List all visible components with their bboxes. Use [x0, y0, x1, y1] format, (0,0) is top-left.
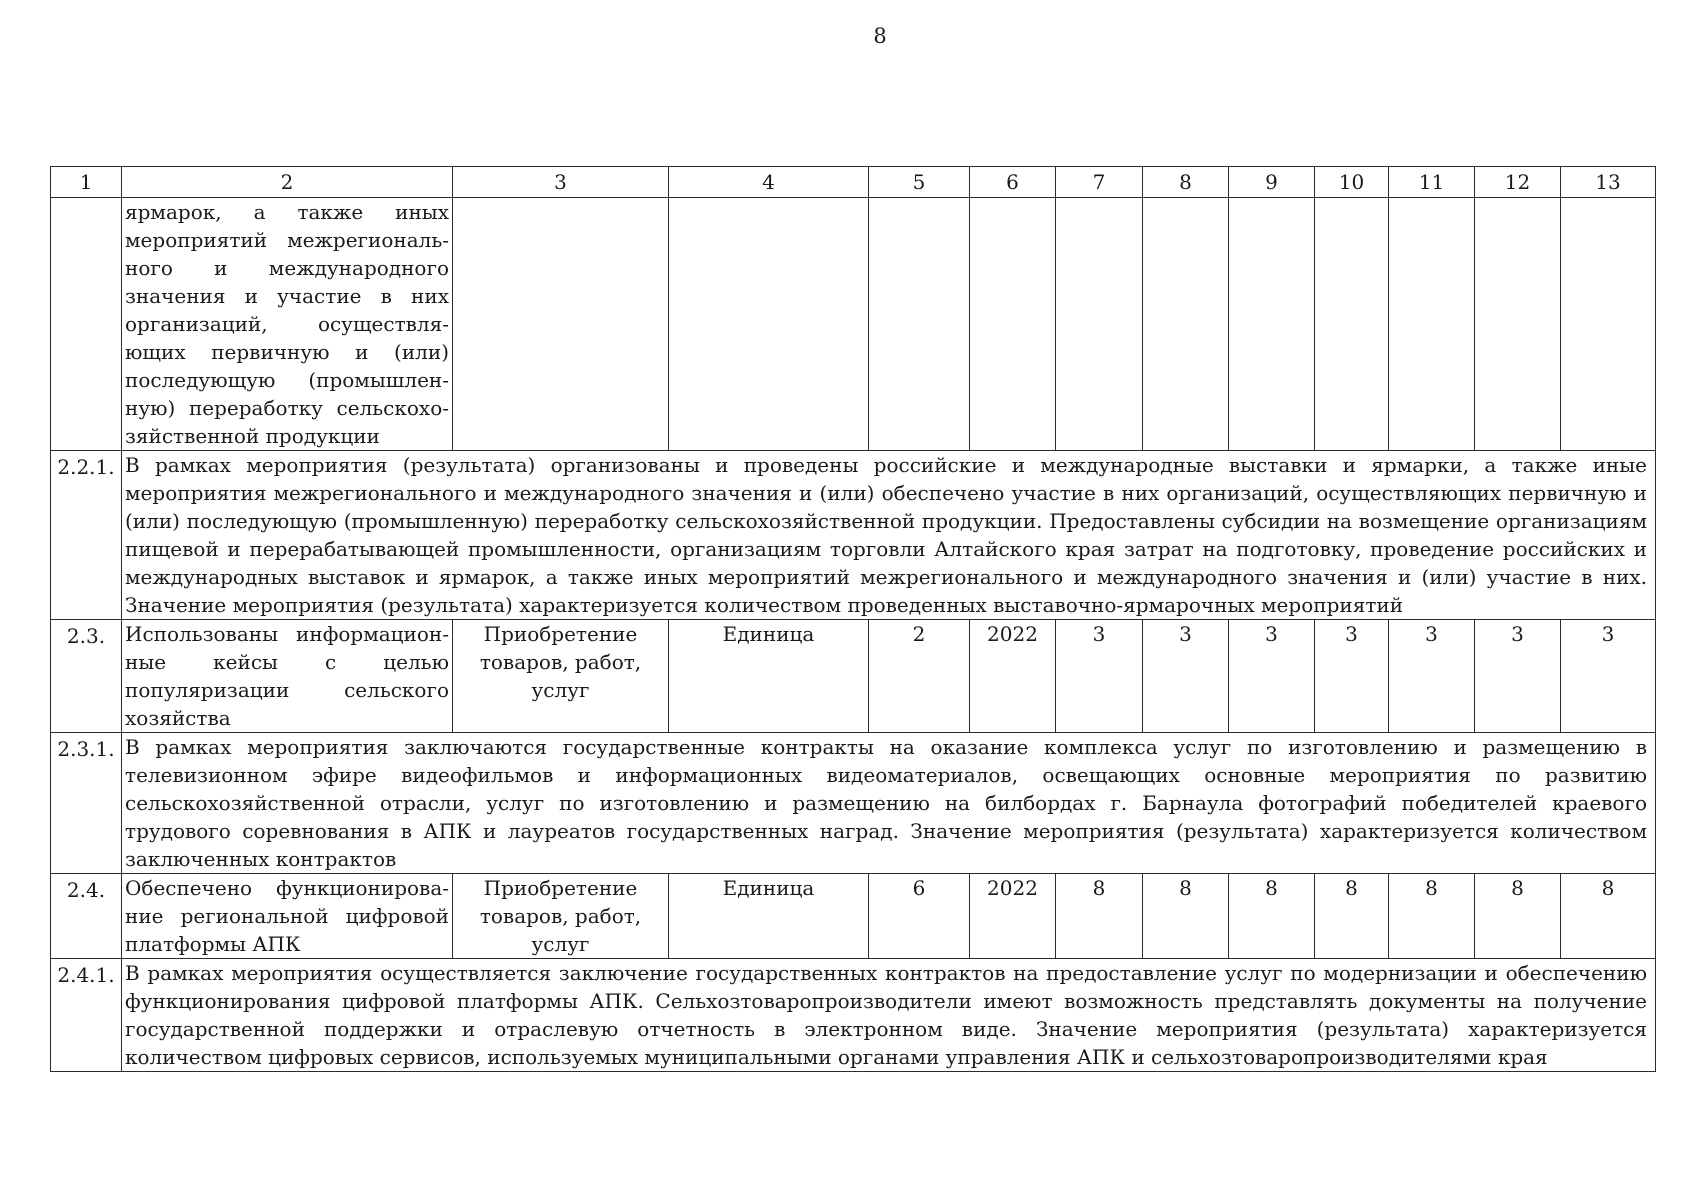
value-cell: 8 — [1475, 874, 1561, 959]
header-cell: 12 — [1475, 167, 1561, 198]
row-number: 2.2.1. — [51, 451, 122, 620]
description-row — [51, 959, 1656, 1072]
value-cell — [1475, 198, 1561, 451]
base-value: 6 — [869, 874, 970, 959]
value-cell: 3 — [1229, 620, 1315, 733]
header-cell: 13 — [1561, 167, 1656, 198]
value-cell — [1389, 198, 1475, 451]
row-number: 2.3.1. — [51, 733, 122, 874]
value-cell: 8 — [1229, 874, 1315, 959]
unit-of-measure: Единица — [669, 874, 869, 959]
value-cell: 3 — [1475, 620, 1561, 733]
value-cell — [1229, 198, 1315, 451]
value-cell — [1143, 198, 1229, 451]
header-cell: 5 — [869, 167, 970, 198]
value-cell — [1561, 198, 1656, 451]
value-cell — [1315, 198, 1389, 451]
base-year — [970, 198, 1056, 451]
header-row — [51, 167, 1656, 198]
page-number: 8 — [873, 24, 887, 48]
value-cell — [1056, 198, 1143, 451]
description-text: В рамках мероприятия осуществляется заключение государственных контрактов на предоставление услуг по модернизации и обеспечению функционирования цифровой платформы АПК. Сельхозтоваропроизводители имеют возможность представлять документы на получение государственной поддержки и отраслевую отчетность в электронном виде. Значение мероприятия (результата) характеризуется количеством цифровых сервисов, используемых муниципальными органами управления АПК и сельхозтоваропроизводителями края — [122, 959, 1656, 1072]
base-year: 2022 — [970, 620, 1056, 733]
value-cell: 8 — [1143, 874, 1229, 959]
description-text: В рамках мероприятия (результата) организованы и проведены российские и международные выставки и ярмарки, а также иные мероприятия межрегионального и международного значения и (или) обеспечено участие в них организаций, осуществляющих первичную и (или) последующую (промышленную) переработку сельскохозяйственной продукции. Предоставлены субсидии на возмещение организациям пищевой и перерабатывающей промышленности, организациям торговли Алтайского края затрат на подготовку, проведение российских и международных выставок и ярмарок, а также иных мероприятий межрегионального и международного значения и (или) участие в них. Значение мероприятия (результата) характеризуется количеством проведенных выставочно-ярмарочных мероприятий — [122, 451, 1656, 620]
header-cell: 4 — [669, 167, 869, 198]
header-cell: 7 — [1056, 167, 1143, 198]
value-cell: 3 — [1389, 620, 1475, 733]
indicator-name: ярмарок, а также иных мероприятий межрегиональ-ного и международного значения и участие в них организаций, осуществля-ющих первичную и (или) последующую (промышлен-ную) переработку сельскохо-зяйственной продукции — [122, 198, 453, 451]
unit-of-measure: Единица — [669, 620, 869, 733]
indicator-name: Обеспечено функционирова-ние региональной цифровой платформы АПК — [122, 874, 453, 959]
value-cell: 8 — [1315, 874, 1389, 959]
base-value — [869, 198, 970, 451]
description-row — [51, 451, 1656, 620]
financing-source — [453, 198, 669, 451]
unit-of-measure — [669, 198, 869, 451]
base-value: 2 — [869, 620, 970, 733]
row-number — [51, 198, 122, 451]
header-cell: 1 — [51, 167, 122, 198]
description-row — [51, 733, 1656, 874]
indicators-table — [50, 166, 1656, 1072]
financing-source: Приобретение товаров, работ, услуг — [453, 620, 669, 733]
header-cell: 8 — [1143, 167, 1229, 198]
row-number: 2.4.1. — [51, 959, 122, 1072]
value-cell: 3 — [1143, 620, 1229, 733]
description-text: В рамках мероприятия заключаются государственные контракты на оказание комплекса услуг по изготовлению и размещению в телевизионном эфире видеофильмов и информационных видеоматериалов, освещающих основные мероприятия по развитию сельскохозяйственной отрасли, услуг по изготовлению и размещению на билбордах г. Барнаула фотографий победителей краевого трудового соревнования в АПК и лауреатов государственных наград. Значение мероприятия (результата) характеризуется количеством заключенных контрактов — [122, 733, 1656, 874]
header-cell: 11 — [1389, 167, 1475, 198]
header-cell: 2 — [122, 167, 453, 198]
table-row — [51, 198, 1656, 451]
row-number: 2.3. — [51, 620, 122, 733]
value-cell: 3 — [1561, 620, 1656, 733]
table-row — [51, 874, 1656, 959]
value-cell: 3 — [1056, 620, 1143, 733]
value-cell: 8 — [1056, 874, 1143, 959]
header-cell: 10 — [1315, 167, 1389, 198]
financing-source: Приобретение товаров, работ, услуг — [453, 874, 669, 959]
value-cell: 3 — [1315, 620, 1389, 733]
value-cell: 8 — [1389, 874, 1475, 959]
value-cell: 8 — [1561, 874, 1656, 959]
row-number: 2.4. — [51, 874, 122, 959]
table-row — [51, 620, 1656, 733]
header-cell: 3 — [453, 167, 669, 198]
header-cell: 9 — [1229, 167, 1315, 198]
indicator-name: Использованы информацион-ные кейсы с целью популяризации сельского хозяйства — [122, 620, 453, 733]
base-year: 2022 — [970, 874, 1056, 959]
header-cell: 6 — [970, 167, 1056, 198]
